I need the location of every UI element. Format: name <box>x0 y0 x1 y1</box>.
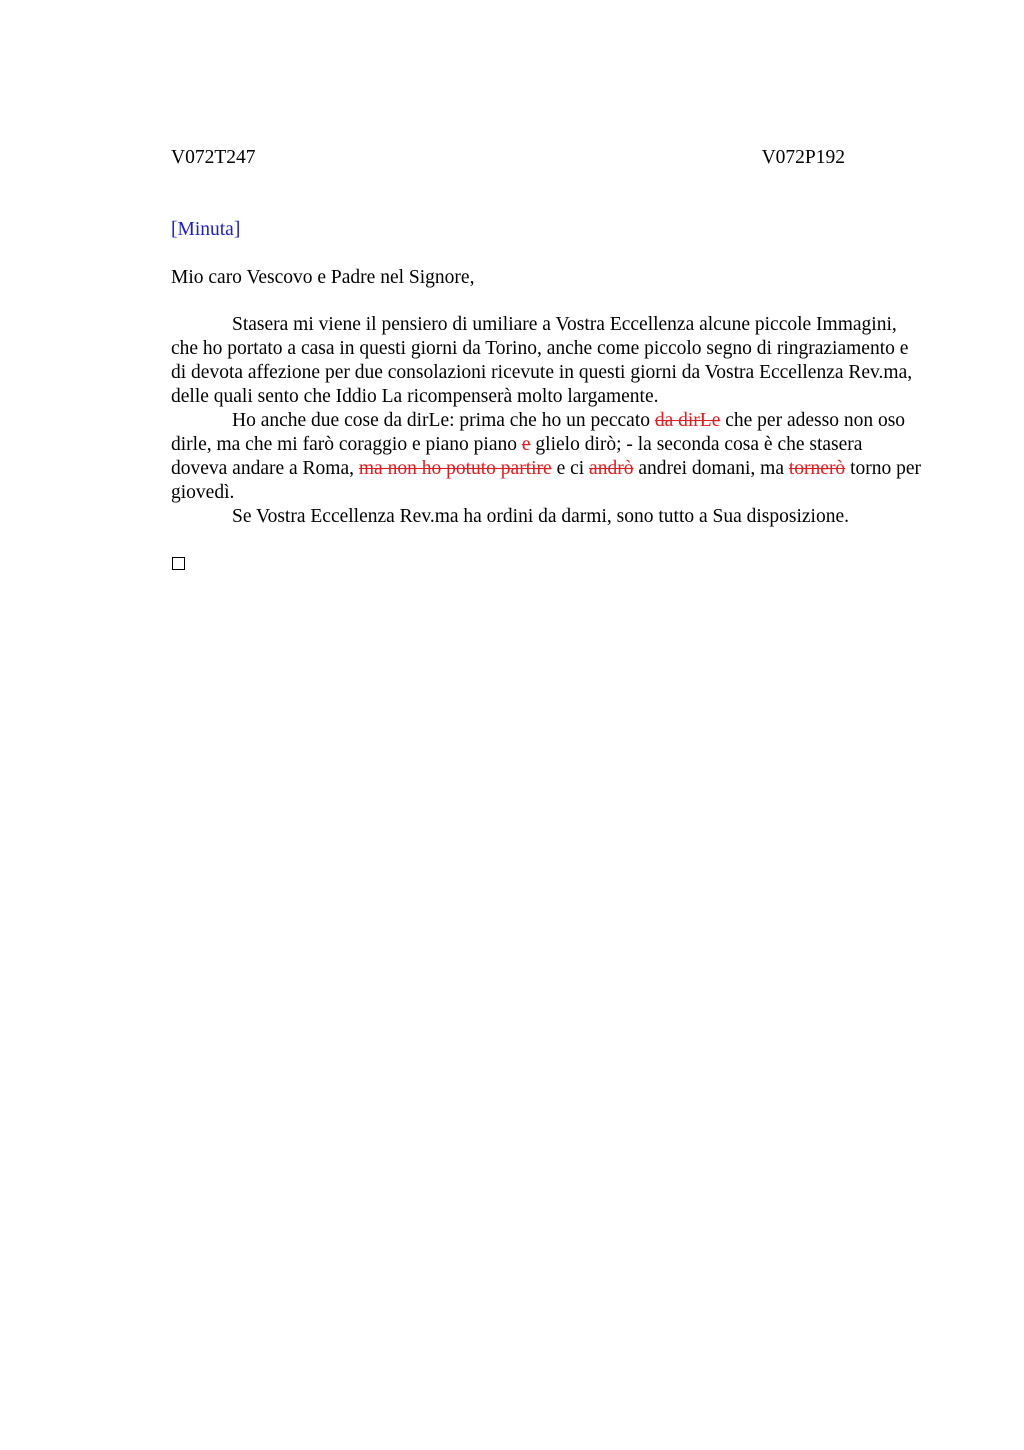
empty-square-icon <box>172 557 185 570</box>
text-segment: torno per giovedì. <box>171 458 921 503</box>
document-header <box>171 146 845 170</box>
document-code-left: V072T247 <box>171 147 256 168</box>
letter-body <box>171 313 921 529</box>
paragraph-3: Se Vostra Eccellenza Rev.ma ha ordini da darmi, sono tutto a Sua disposizione. <box>232 506 850 527</box>
deleted-text: da dirLe <box>654 410 721 431</box>
text-segment: glielo dirò; - la seconda cosa è che stasera doveva andare a Roma, <box>171 434 863 479</box>
document-page <box>171 146 921 575</box>
text-segment: che per adesso non oso dirle, ma che mi farò coraggio e piano piano <box>171 410 906 455</box>
salutation: Mio caro Vescovo e Padre nel Signore, <box>171 267 475 288</box>
text-segment: e ci <box>551 458 590 479</box>
end-marker <box>171 551 921 575</box>
paragraph-1: Stasera mi viene il pensiero di umiliare a Vostra Eccellenza alcune piccole Immagini, che ho portato a casa in questi giorni da Torino, anche come piccolo segno di ringraziamento e di devota affezione per due consolazioni ricevute in questi giorni da Vostra Eccellenza Rev.ma, delle quali sento che Iddio La ricompenserà molto largamente. <box>171 314 913 407</box>
deleted-text: andrò <box>589 458 634 479</box>
deleted-text: tornerò <box>788 458 846 479</box>
deleted-text: e <box>521 434 531 455</box>
document-code-right: V072P192 <box>761 147 845 168</box>
text-segment: Ho anche due cose da dirLe: prima che ho un peccato <box>232 410 655 431</box>
draft-note: [Minuta] <box>171 219 241 240</box>
paragraph-2 <box>171 409 921 505</box>
text-segment: andrei domani, ma <box>633 458 789 479</box>
deleted-text: ma non ho potuto partire <box>358 458 552 479</box>
